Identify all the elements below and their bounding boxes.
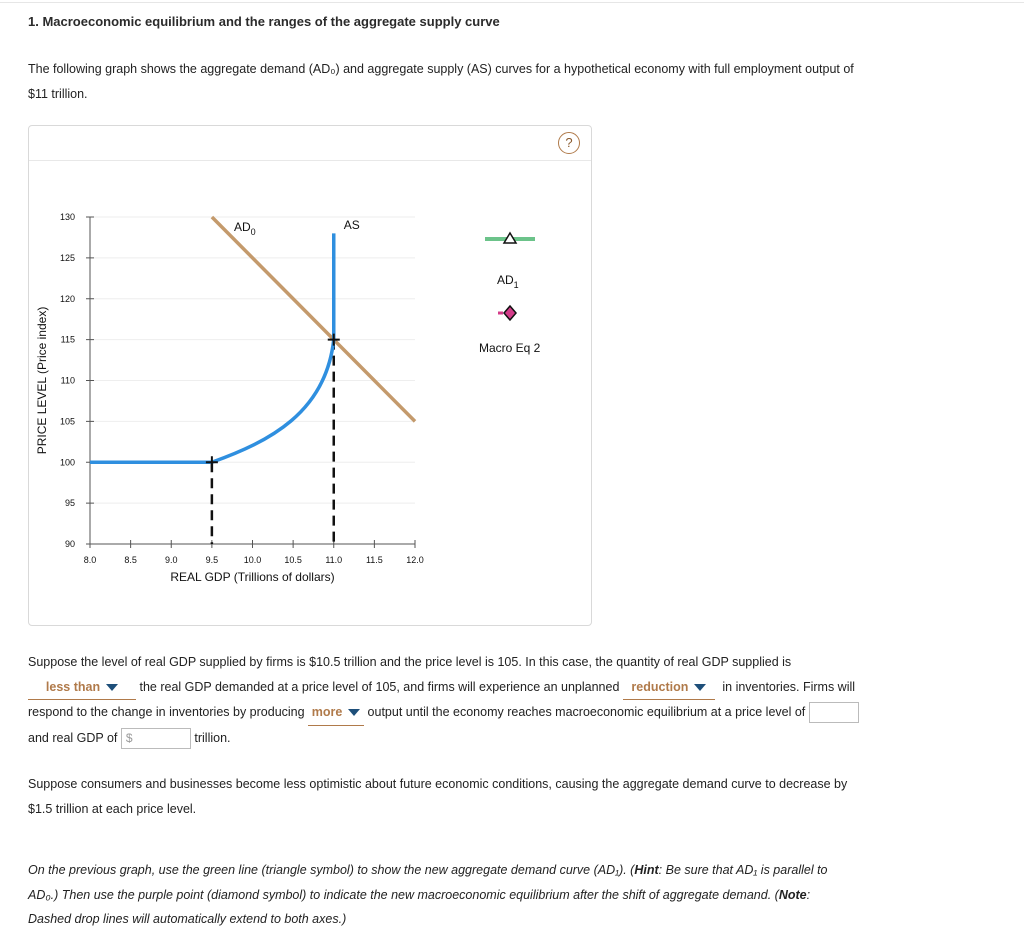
q1-line-1: Suppose the level of real GDP supplied by firms is $10.5 trillion and the price level is 105. In this case, the quantity of real GDP supplied is bbox=[28, 655, 792, 669]
y-tick-label: 105 bbox=[59, 416, 75, 427]
x-tick-label: 11.5 bbox=[365, 555, 383, 565]
price-level-input[interactable] bbox=[809, 702, 859, 723]
inventory-change-dropdown[interactable] bbox=[623, 675, 715, 701]
ad1-legend-label: $AD_1$ bbox=[497, 273, 519, 290]
chevron-down-icon bbox=[694, 684, 706, 691]
page-title: 1. Macroeconomic equilibrium and the ranges of the aggregate supply curve bbox=[28, 14, 500, 29]
y-tick-label: 120 bbox=[59, 293, 75, 304]
dropdown-2-value: reduction bbox=[631, 679, 689, 694]
intro-text bbox=[28, 57, 988, 107]
x-tick-label: 12.0 bbox=[406, 555, 424, 565]
x-tick-label: 10.0 bbox=[243, 555, 262, 565]
q1-mid-text-2: in inventories. Firms will bbox=[722, 679, 856, 694]
intro-line-2: $11 trillion. bbox=[28, 87, 88, 101]
supplied-vs-demanded-dropdown[interactable] bbox=[28, 675, 136, 701]
q1-line-3 bbox=[28, 700, 988, 726]
ad1-tool[interactable] bbox=[485, 233, 535, 243]
instructions bbox=[28, 858, 988, 932]
question-1 bbox=[28, 650, 988, 750]
x-tick-label: 8.5 bbox=[124, 555, 137, 565]
x-axis-label: REAL GDP (Trillions of dollars) bbox=[170, 570, 335, 584]
eq-legend-label: Macro Eq 2 bbox=[479, 341, 541, 355]
intro-line-1: The following graph shows the aggregate demand (AD₀) and aggregate supply (AS) curves for a hypothetical economy with full employment output of bbox=[28, 62, 854, 76]
question-2 bbox=[28, 772, 988, 821]
drop-lines bbox=[212, 340, 334, 544]
x-tick-label: 9.0 bbox=[164, 555, 178, 565]
x-tick-label: 10.5 bbox=[284, 555, 302, 565]
help-icon[interactable]: ? bbox=[558, 132, 580, 154]
q1-line3a: respond to the change in inventories by producing bbox=[28, 705, 305, 719]
eq-tool[interactable] bbox=[498, 306, 516, 320]
as-label: AS bbox=[343, 218, 360, 233]
q1-line4b: trillion. bbox=[194, 730, 231, 745]
y-tick-label: 130 bbox=[59, 212, 75, 222]
grid-lines bbox=[90, 217, 415, 544]
dropdown-3-value: more bbox=[311, 705, 343, 719]
real-gdp-input[interactable] bbox=[121, 728, 191, 749]
graph-svg[interactable] bbox=[29, 126, 591, 625]
x-tick-label: 8.0 bbox=[83, 555, 97, 565]
y-tick-label: 110 bbox=[60, 375, 75, 386]
y-tick-label: 115 bbox=[60, 334, 75, 345]
instr-line-3: Dashed drop lines will automatically extend to both axes.) bbox=[28, 912, 347, 926]
q1-mid-text-1: the real GDP demanded at a price level of 105, and firms will experience an unplanned bbox=[139, 679, 620, 694]
instr-line-1: On the previous graph, use the green line (triangle symbol) to show the new aggregate demand curve (AD₁). (Hint: Be sure that AD₁ is parallel to bbox=[28, 863, 828, 877]
q2-line-1: Suppose consumers and businesses become less optimistic about future economic conditions, causing the aggregate demand curve to decrease by bbox=[28, 777, 848, 791]
instr-line-2: AD₀.) Then use the purple point (diamond symbol) to indicate the new macroeconomic equilibrium after the shift of aggregate demand. (Note: bbox=[28, 887, 811, 902]
y-tick-label: 125 bbox=[59, 252, 75, 263]
as-curve bbox=[90, 233, 334, 462]
q1-line3b: output until the economy reaches macroeconomic equilibrium at a price level of bbox=[367, 705, 806, 719]
q2-line-2: $1.5 trillion at each price level. bbox=[28, 801, 197, 816]
chevron-down-icon bbox=[348, 709, 360, 716]
dollar-prefix: $ bbox=[125, 730, 133, 745]
ad0-curve bbox=[212, 217, 415, 421]
graph-panel bbox=[28, 125, 592, 626]
top-divider bbox=[0, 2, 1024, 3]
q1-line4a: and real GDP of bbox=[28, 730, 118, 745]
ticks bbox=[60, 212, 424, 565]
x-tick-label: 11.0 bbox=[325, 555, 343, 565]
x-tick-label: 9.5 bbox=[205, 555, 219, 565]
y-tick-label: 100 bbox=[59, 457, 75, 468]
dropdown-1-value: less than bbox=[45, 679, 101, 694]
diamond-icon[interactable] bbox=[504, 306, 516, 320]
y-tick-label: 90 bbox=[64, 539, 75, 549]
q1-line-4 bbox=[28, 726, 988, 751]
output-change-dropdown[interactable] bbox=[308, 700, 364, 726]
y-axis-label: PRICE LEVEL (Price index) bbox=[35, 306, 49, 455]
ad0-label: $AD_0$ bbox=[234, 219, 256, 237]
q1-line-2 bbox=[28, 675, 988, 701]
markers bbox=[206, 334, 340, 469]
y-tick-label: 95 bbox=[64, 498, 75, 509]
chevron-down-icon bbox=[106, 684, 118, 691]
